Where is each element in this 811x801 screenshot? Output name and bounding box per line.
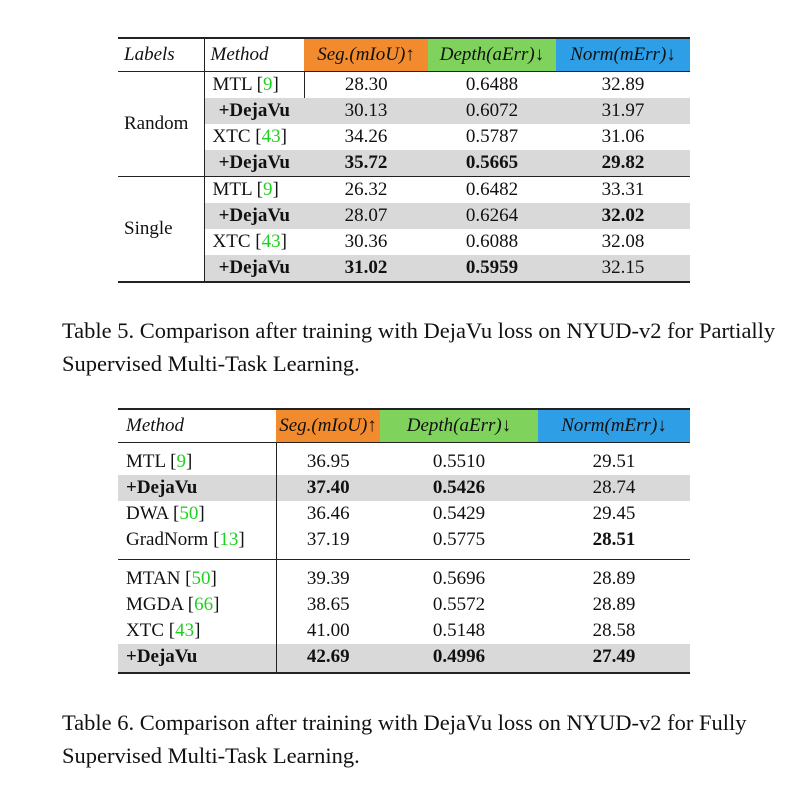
depth-value: 0.5148: [432, 620, 486, 641]
norm-value: 31.06: [601, 126, 645, 147]
citation-link[interactable]: 9: [262, 74, 273, 95]
seg-value: 37.40: [276, 475, 380, 501]
seg-value: 28.30: [344, 74, 388, 95]
method-cell: MTL [9]: [118, 443, 276, 476]
citation-link[interactable]: 13: [219, 529, 239, 550]
seg-value: 31.02: [304, 255, 428, 282]
norm-value: 28.89: [592, 594, 636, 615]
depth-value: 0.4996: [380, 644, 538, 673]
seg-value: 34.26: [344, 126, 388, 147]
header-norm: Norm(mErr)↓: [538, 409, 690, 443]
table-6: [118, 408, 690, 674]
header-depth: Depth(aErr)↓: [380, 409, 538, 443]
norm-value: 28.74: [538, 475, 690, 501]
method-cell: XTC [43]: [204, 124, 304, 150]
table-6-caption: Table 6. Comparison after training with DejaVu loss on NYUD-v2 for Fully Supervised Multi-Task Learning.: [62, 710, 747, 768]
norm-value: 32.89: [601, 74, 645, 95]
table-5-header-row: [118, 38, 690, 72]
depth-value: 0.5696: [380, 560, 538, 593]
norm-value: 33.31: [556, 177, 690, 204]
depth-value: 0.5426: [380, 475, 538, 501]
citation-link[interactable]: 9: [176, 451, 186, 472]
citation-link[interactable]: 50: [179, 503, 199, 524]
table-row: [118, 443, 690, 476]
header-seg: Seg.(mIoU)↑: [276, 409, 380, 443]
citation-link[interactable]: 9: [262, 179, 273, 200]
table-row: [118, 203, 690, 229]
table-row: [118, 618, 690, 644]
norm-value: 31.97: [556, 98, 690, 124]
seg-value: 35.72: [304, 150, 428, 177]
seg-value: 28.07: [304, 203, 428, 229]
method-cell: +DejaVu: [204, 203, 304, 229]
method-cell: MTL [9]: [204, 177, 304, 204]
seg-value: 39.39: [276, 560, 380, 593]
method-cell: XTC [43]: [118, 618, 276, 644]
depth-value: 0.5775: [432, 529, 486, 550]
table-row: [118, 592, 690, 618]
method-cell: +DejaVu: [204, 150, 304, 177]
table-row: [118, 501, 690, 527]
citation-link[interactable]: 43: [261, 231, 281, 252]
norm-value: 29.45: [592, 503, 636, 524]
seg-value: 30.13: [304, 98, 428, 124]
table-row: [118, 72, 690, 99]
header-labels: Labels: [118, 38, 204, 72]
seg-value: 26.32: [304, 177, 428, 204]
citation-link[interactable]: 43: [175, 620, 195, 641]
table-row: [118, 527, 690, 560]
depth-value: 0.6088: [465, 231, 519, 252]
method-cell: MGDA [66]: [118, 592, 276, 618]
depth-value: 0.6482: [428, 177, 556, 204]
table-row: [118, 177, 690, 204]
depth-value: 0.5959: [428, 255, 556, 282]
table-row: [118, 475, 690, 501]
norm-value: 28.58: [592, 620, 636, 641]
table-row: [118, 255, 690, 282]
header-norm: Norm(mErr)↓: [556, 38, 690, 72]
table-row: [118, 150, 690, 177]
table-row: [118, 124, 690, 150]
depth-value: 0.5572: [432, 594, 486, 615]
norm-value: 29.82: [556, 150, 690, 177]
citation-link[interactable]: 50: [191, 568, 211, 589]
depth-value: 0.6264: [428, 203, 556, 229]
norm-value: 28.89: [538, 560, 690, 593]
norm-value: 29.51: [592, 451, 636, 472]
norm-value: 27.49: [538, 644, 690, 673]
depth-value: 0.5510: [432, 451, 486, 472]
method-cell: MTL [9]: [204, 72, 304, 99]
norm-value: 28.51: [592, 529, 636, 550]
citation-link[interactable]: 66: [194, 594, 214, 615]
norm-value: 32.02: [556, 203, 690, 229]
method-cell: +DejaVu: [204, 98, 304, 124]
method-cell: DWA [50]: [118, 501, 276, 527]
header-depth: Depth(aErr)↓: [428, 38, 556, 72]
table-row: [118, 98, 690, 124]
method-cell: +DejaVu: [118, 644, 276, 673]
depth-value: 0.6072: [428, 98, 556, 124]
depth-value: 0.6488: [465, 74, 519, 95]
seg-value: 30.36: [344, 231, 388, 252]
depth-value: 0.5665: [428, 150, 556, 177]
header-seg: Seg.(mIoU)↑: [304, 38, 428, 72]
seg-value: 36.95: [306, 451, 350, 472]
seg-value: 36.46: [306, 503, 350, 524]
table-5: [118, 37, 690, 283]
method-cell: +DejaVu: [118, 475, 276, 501]
seg-value: 37.19: [306, 529, 350, 550]
table-row: [118, 644, 690, 673]
table-row: [118, 229, 690, 255]
method-cell: XTC [43]: [204, 229, 304, 255]
norm-value: 32.08: [601, 231, 645, 252]
norm-value: 32.15: [556, 255, 690, 282]
group-label-random: Random: [124, 113, 189, 134]
table-row: [118, 560, 690, 593]
table-6-header-row: [118, 409, 690, 443]
method-cell: GradNorm [13]: [118, 527, 276, 560]
seg-value: 38.65: [306, 594, 350, 615]
method-cell: MTAN [50]: [118, 560, 276, 593]
header-method: Method: [118, 409, 276, 443]
header-method: Method: [204, 38, 304, 72]
depth-value: 0.5429: [432, 503, 486, 524]
method-cell: +DejaVu: [204, 255, 304, 282]
table-5-caption: Table 5. Comparison after training with DejaVu loss on NYUD-v2 for Partially Supervised Multi-Task Learning.: [62, 318, 776, 376]
group-label-single: Single: [118, 177, 204, 283]
seg-value: 41.00: [306, 620, 350, 641]
seg-value: 42.69: [276, 644, 380, 673]
depth-value: 0.5787: [465, 126, 519, 147]
citation-link[interactable]: 43: [261, 126, 281, 147]
